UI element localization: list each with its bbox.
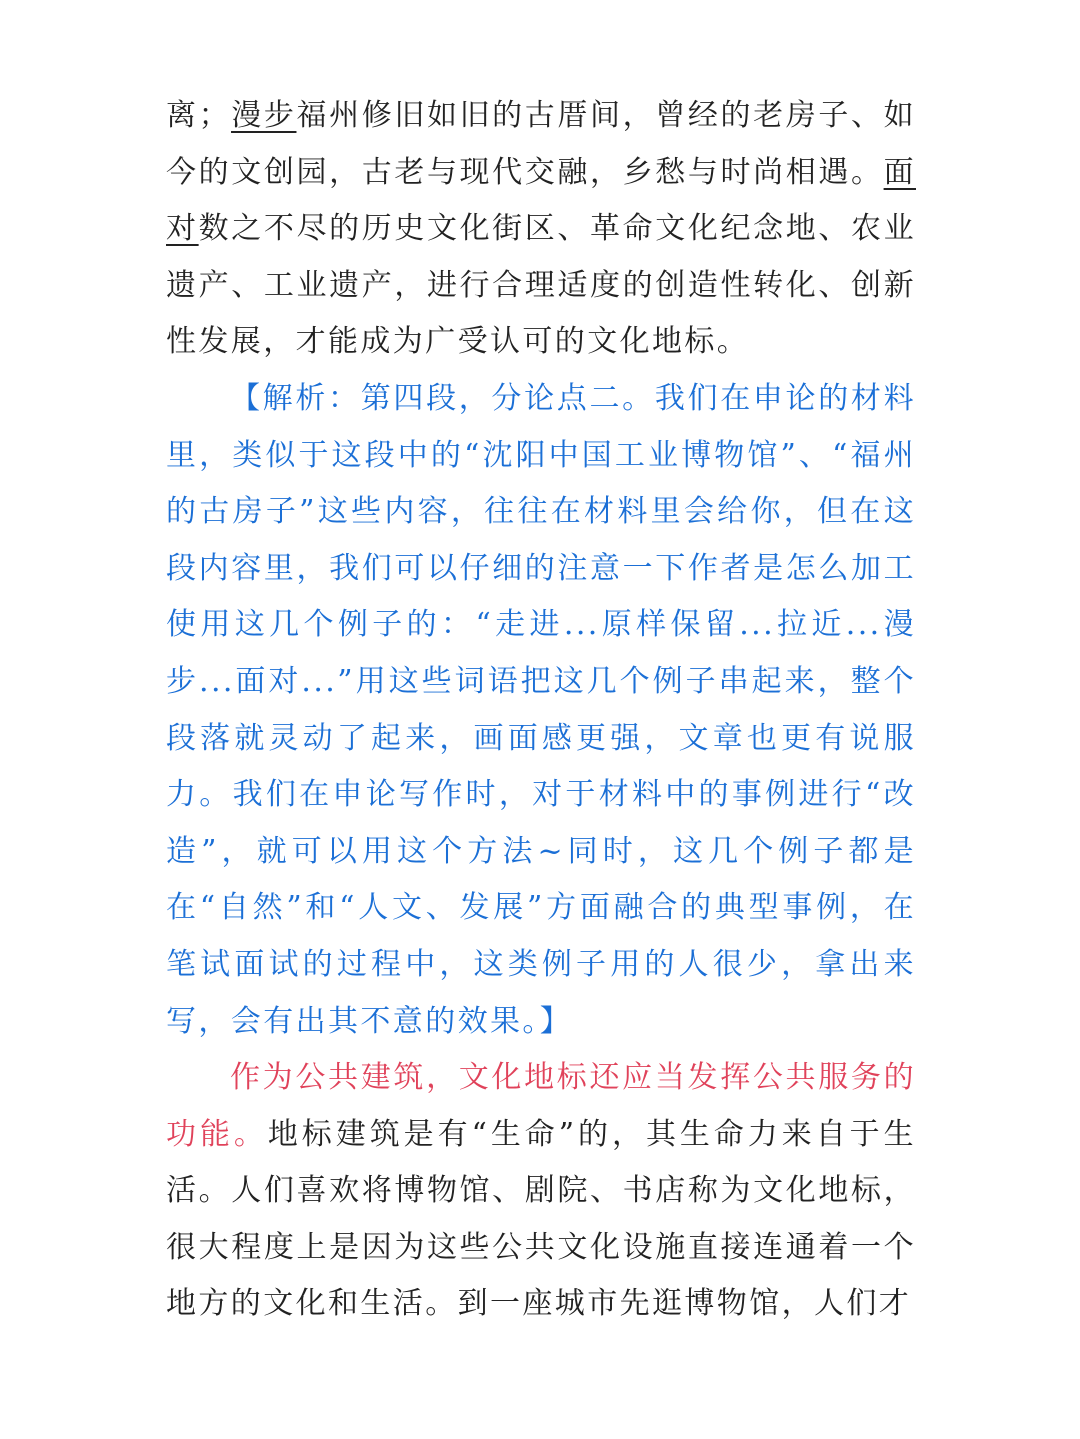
- analysis-note: 【解析：第四段，分论点二。我们在申论的材料里，类似于这段中的“沈阳中国工业博物馆”、“福州的古房子”这些内容，往往在材料里会给你，但在这段内容里，我们可以仔细的注意一下作者是怎么加工使用这几个例子的：“走进...原样保留...拉近...漫步...面对...”用这些词语把这几个例子串起来，整个段落就灵动了起来，画面感更强，文章也更有说服力。我们在申论写作时，对于材料中的事例进行“改造”，就可以用这个方法~同时，这几个例子都是在“自然”和“人文、发展”方面融合的典型事例，在笔试面试的过程中，这类例子用的人很少，拿出来写，会有出其不意的效果。】: [166, 380, 916, 1039]
- paragraph-text: 福州修旧如旧的古厝间，曾经的老房子、如今的文创园，古老与现代交融，乡愁与时尚相遇。: [166, 98, 916, 190]
- paragraph-text: 数之不尽的历史文化街区、革命文化纪念地、农业遗产、工业遗产，进行合理适度的创造性转化、创新性发展，才能成为广受认可的文化地标。: [166, 211, 916, 360]
- paragraph-text: 离；: [166, 98, 232, 133]
- document-page: [166, 88, 916, 1333]
- thesis-sentence: 作为公共建筑，文化地标还应当发挥公共服务的功能。: [166, 1060, 916, 1152]
- underlined-keyword-stroll: 漫步: [231, 98, 297, 133]
- paragraph-text: 地标建筑是有“生命”的，其生命力来自于生活。人们喜欢将博物馆、剧院、书店称为文化地标，很大程度上是因为这些公共文化设施直接连通着一个地方的文化和生活。到一座城市先逛博物馆，人们才: [166, 1116, 916, 1322]
- paragraph-public-service: [166, 1050, 916, 1333]
- underlined-keyword-face: 面对: [166, 154, 916, 247]
- paragraph-landmark-examples: [166, 88, 916, 371]
